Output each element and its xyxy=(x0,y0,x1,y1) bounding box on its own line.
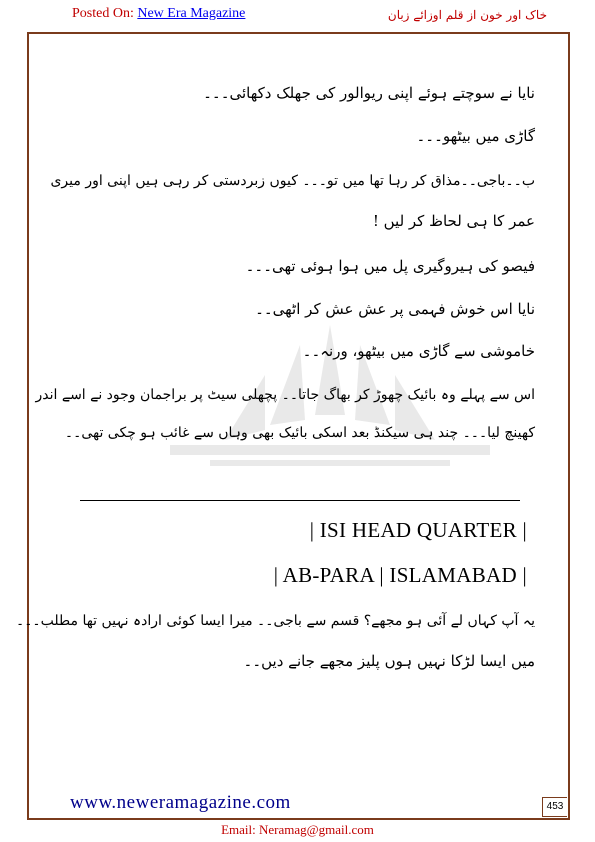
posted-on-header xyxy=(72,6,245,22)
urdu-line-4: عمر کا ہی لحاظ کر لیں ! xyxy=(372,212,535,230)
urdu-line-6: نایا اس خوش فہمی پر عش عش کر اٹھی۔۔ xyxy=(255,300,535,318)
urdu-line-3: ب۔۔باجی۔۔مذاق کر رہا تھا میں تو۔۔۔ کیوں زبردستی کر رہی ہیں اپنی اور میری xyxy=(50,173,535,189)
urdu-line-9: کھینچ لیا۔۔۔ چند ہی سیکنڈ بعد اسکی بائیک بھی وہاں سے غائب ہو چکی تھی۔۔ xyxy=(64,425,535,441)
location-heading-2: | AB-PARA | ISLAMABAD | xyxy=(273,563,527,587)
urdu-line-7: خاموشی سے گاڑی میں بیٹھو، ورنہ۔۔ xyxy=(302,342,535,360)
urdu-line-8: اس سے پہلے وہ بائیک چھوڑ کر بھاگ جاتا۔۔ پچھلی سیٹ پر براجمان وجود نے اسے اندر xyxy=(35,387,535,403)
urdu-line-5: فیصو کی ہیروگیری پل میں ہوا ہوئی تھی۔۔۔ xyxy=(245,257,535,275)
urdu-line-11: میں ایسا لڑکا نہیں ہوں پلیز مجھے جانے دیں۔۔ xyxy=(243,652,535,670)
posted-on-label: Posted On: xyxy=(72,6,134,21)
novel-title-header: خاک اور خون از قلم اوزائے زبان xyxy=(387,8,547,22)
website-url[interactable]: www.neweramagazine.com xyxy=(70,792,291,813)
location-heading-1: | ISI HEAD QUARTER | xyxy=(309,518,527,542)
contact-email: Email: Neramag@gmail.com xyxy=(221,822,374,837)
urdu-line-2: گاڑی میں بیٹھو۔۔۔ xyxy=(416,127,535,145)
magazine-link[interactable]: New Era Magazine xyxy=(137,6,246,21)
page-number: 453 xyxy=(542,797,567,817)
urdu-line-10: یہ آپ کہاں لے آئی ہو مجھے؟ قسم سے باجی۔۔ میرا ایسا کوئی ارادہ نہیں تھا مطلب۔۔۔ xyxy=(16,613,535,629)
urdu-line-1: نایا نے سوچتے ہوئے اپنی ریوالور کی جھلک دکھائی۔۔۔ xyxy=(203,84,535,102)
section-divider xyxy=(80,500,520,501)
